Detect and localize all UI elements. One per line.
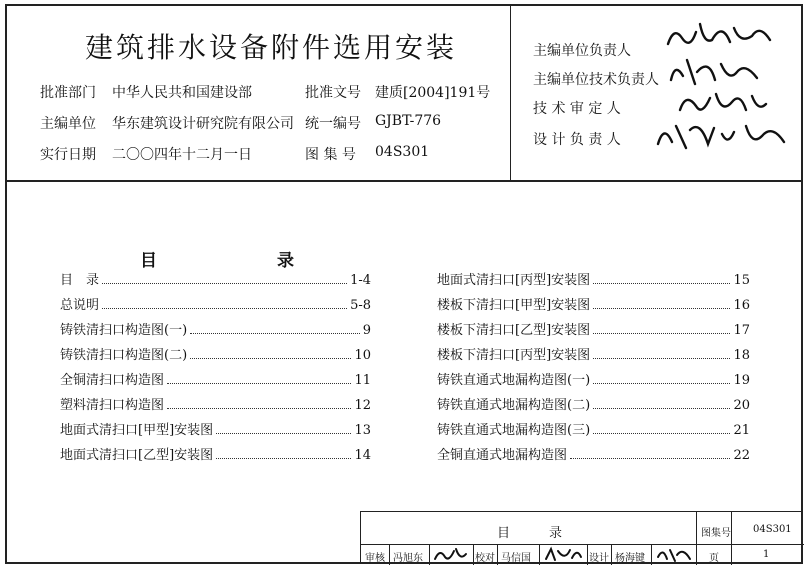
effective-date-value: 二〇〇四年十二月一日 xyxy=(112,147,252,163)
toc-item: 总说明 5-8 xyxy=(60,298,371,313)
toc-item: 楼板下清扫口[甲型]安装图 16 xyxy=(437,298,750,313)
signature-chief-unit xyxy=(660,14,780,58)
header-vertical-divider xyxy=(510,4,511,180)
tb-title-left: 目 xyxy=(497,526,511,541)
toc-item: 地面式清扫口[甲型]安装图 13 xyxy=(60,423,371,438)
unified-no-label: 统一编号 xyxy=(305,116,361,132)
toc-item: 全铜清扫口构造图 11 xyxy=(60,373,371,388)
approval-dept-label: 批准部门 xyxy=(40,85,96,101)
toc-item: 楼板下清扫口[丙型]安装图 18 xyxy=(437,348,750,363)
signature-design-lead xyxy=(652,116,792,156)
tb-atlas-value: 04S301 xyxy=(753,524,792,535)
atlas-no-value: 04S301 xyxy=(375,144,430,160)
effective-date-label: 实行日期 xyxy=(40,147,96,163)
toc-item: 楼板下清扫口[乙型]安装图 17 xyxy=(437,323,750,338)
tb-title-right: 录 xyxy=(549,526,563,541)
toc-item: 全铜直通式地漏构造图 22 xyxy=(437,448,750,463)
tb-page-label: 页 xyxy=(709,553,719,564)
toc-item: 铸铁直通式地漏构造图(二) 20 xyxy=(437,398,750,413)
tb-review-label: 审核 xyxy=(365,553,385,564)
signature-reviewer xyxy=(672,86,772,120)
sig-role-chief-tech: 主编单位技术负责人 xyxy=(533,72,659,88)
tb-atlas-label: 图集号 xyxy=(701,528,731,539)
document-title: 建筑排水设备附件选用安装 xyxy=(85,31,458,64)
tb-review-signature xyxy=(432,545,470,564)
tb-review-name: 冯旭东 xyxy=(393,553,423,564)
header-divider xyxy=(5,180,803,182)
toc-heading-right: 录 xyxy=(277,251,294,271)
toc-item: 目 录 1-4 xyxy=(60,273,371,288)
tb-check-signature xyxy=(543,545,583,564)
approval-dept-value: 中华人民共和国建设部 xyxy=(112,85,252,101)
toc-heading-left: 目 xyxy=(140,251,157,271)
unified-no-value: GJBT-776 xyxy=(375,113,442,129)
toc-item: 地面式清扫口[丙型]安装图 15 xyxy=(437,273,750,288)
toc-item: 地面式清扫口[乙型]安装图 14 xyxy=(60,448,371,463)
toc-item: 铸铁清扫口构造图(二) 10 xyxy=(60,348,371,363)
approval-no-value: 建质[2004]191号 xyxy=(375,85,491,101)
approval-no-label: 批准文号 xyxy=(305,85,361,101)
tb-check-label: 校对 xyxy=(475,553,495,564)
toc-item: 铸铁直通式地漏构造图(三) 21 xyxy=(437,423,750,438)
tb-design-signature xyxy=(655,545,693,564)
signature-chief-tech xyxy=(665,54,765,90)
sig-role-reviewer: 技 术 审 定 人 xyxy=(533,101,621,117)
tb-check-name: 马信国 xyxy=(501,553,531,564)
sig-role-chief-unit: 主编单位负责人 xyxy=(533,43,631,59)
toc-item: 铸铁直通式地漏构造图(一) 19 xyxy=(437,373,750,388)
sig-role-design-lead: 设 计 负 责 人 xyxy=(533,132,621,148)
chief-unit-value: 华东建筑设计研究院有限公司 xyxy=(112,116,294,132)
tb-page-value: 1 xyxy=(763,549,770,560)
chief-unit-label: 主编单位 xyxy=(40,116,96,132)
title-block xyxy=(360,511,803,564)
tb-design-name: 杨海键 xyxy=(615,553,645,564)
tb-design-label: 设计 xyxy=(589,553,609,564)
atlas-no-label: 图 集 号 xyxy=(305,147,356,163)
toc-item: 塑料清扫口构造图 12 xyxy=(60,398,371,413)
toc-item: 铸铁清扫口构造图(一) 9 xyxy=(60,323,371,338)
